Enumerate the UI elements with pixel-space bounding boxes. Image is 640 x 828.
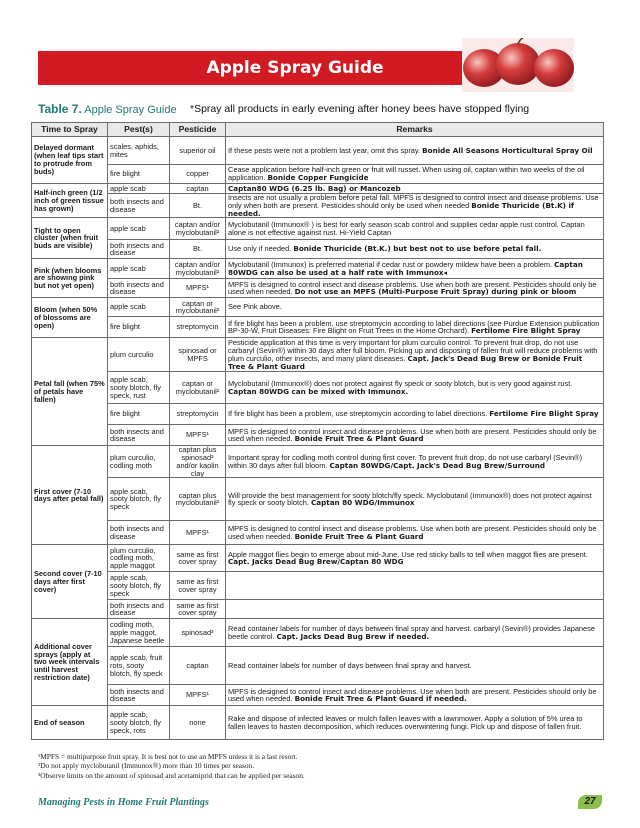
footnote-2: ²Do not apply myclobutanil (Immunox®) more than 10 times per season. <box>38 761 255 771</box>
remark-text: Read container labels for number of days between final spray and harvest. carbaryl (Sevin®) provides Japanese beetle control. <box>228 624 595 641</box>
remarks-cell <box>226 446 604 478</box>
pesticide-cell: captan and/or myclobutanil² <box>170 218 226 240</box>
table-row <box>32 165 604 184</box>
spray-note: *Spray all products in early evening after honey bees have stopped flying <box>190 103 530 115</box>
remarks-cell <box>226 259 604 279</box>
remark-text: Pesticide application at this time is very important for plum curculio control. To prevent fruit drop, do not use carbaryl (Sevin®) within 30 days after full bloom. Picking up and disposing of fallen fruit will reduce problems with plum curculio, other insects, and many plant diseases. <box>228 338 598 363</box>
pesticide-cell: captan and/or myclobutanil² <box>170 259 226 279</box>
remarks-cell <box>226 298 604 317</box>
remark-text: If fire blight has been a problem, use streptomycin according to label directions (see Purdue Extension publication BP-30-W, Fruit Diseases: Fire Blight on Fruit Trees in the Home Orchard). <box>228 318 600 336</box>
remarks-cell <box>226 194 604 218</box>
pesticide-cell: captan plus myclobutanil² <box>170 478 226 521</box>
product-recommendation: Bonide Fruit Tree & Plant Guard <box>294 531 424 541</box>
product-recommendation: Bonide Fruit Tree & Plant Guard if needed. <box>294 694 467 704</box>
remarks-cell <box>226 279 604 298</box>
remark-text: Important spray for codling moth control during first cover. To prevent fruit drop, do not use carbaryl (Sevin®) within 30 days after full bloom. <box>228 453 583 470</box>
table-row <box>32 279 604 298</box>
pesticide-cell: streptomycin <box>170 317 226 338</box>
time-cell: Petal fall (when 75% of petals have fallen) <box>32 338 108 446</box>
table-row <box>32 404 604 425</box>
pest-cell: both insects and disease <box>108 425 170 446</box>
table-row <box>32 240 604 259</box>
pest-cell: plum curculio, codling moth <box>108 446 170 478</box>
pest-cell: both insects and disease <box>108 194 170 218</box>
time-cell: Pink (when blooms are showing pink but not yet open) <box>32 259 108 298</box>
pesticide-cell: streptomycin <box>170 404 226 425</box>
remarks-cell <box>226 685 604 706</box>
remarks-cell <box>226 545 604 572</box>
remarks-cell <box>226 137 604 165</box>
apple-spray-table <box>31 122 604 740</box>
remark-text: Apple maggot flies begin to emerge about mid-June. Use red sticky balls to tell when maggot flies are present. <box>228 549 588 559</box>
remarks-cell <box>226 317 604 338</box>
remarks-cell <box>226 218 604 240</box>
pest-cell: apple scab, fruit rots, sooty blotch, fly speck <box>108 647 170 685</box>
table-row <box>32 619 604 647</box>
remarks-cell <box>226 706 604 740</box>
pest-cell: codling moth, apple maggot, Japanese beetle <box>108 619 170 647</box>
pesticide-cell: none <box>170 706 226 740</box>
table-row <box>32 647 604 685</box>
header-pesticide: Pesticide <box>170 123 226 137</box>
pesticide-cell: MPFS¹ <box>170 685 226 706</box>
footnote-1: ¹MPFS = multipurpose fruit spray. It is best not to use an MPFS unless it is a last resort. <box>38 752 298 761</box>
pesticide-cell: captan plus spinosad³ and/or kaolin clay <box>170 446 226 478</box>
pesticide-cell: spinosad or MPFS <box>170 338 226 372</box>
table-row <box>32 184 604 194</box>
pest-cell: both insects and disease <box>108 240 170 259</box>
pesticide-cell: captan <box>170 184 226 194</box>
remark-text: Cease application before half-inch green or fruit will russet. When using oil, captan within two weeks of the oil application. <box>228 165 585 182</box>
remarks-cell <box>226 572 604 600</box>
time-cell: Delayed dormant (when leaf tips start to protrude from buds) <box>32 137 108 184</box>
pesticide-cell: captan or myclobutanil² <box>170 372 226 404</box>
table-caption-text: Apple Spray Guide <box>81 104 177 116</box>
remarks-cell <box>226 647 604 685</box>
product-recommendation: Capt. Jacks Dead Bug Brew/Captan 80 WDG <box>228 557 404 567</box>
pesticide-cell: Bt. <box>170 240 226 259</box>
pesticide-cell: same as first cover spray <box>170 600 226 619</box>
table-row <box>32 572 604 600</box>
pest-cell: both insects and disease <box>108 685 170 706</box>
remark-text: If fire blight has been a problem, use streptomycin according to label directions. <box>228 409 488 419</box>
footer-title: Managing Pests in Home Fruit Plantings <box>38 797 209 808</box>
table-row <box>32 338 604 372</box>
product-recommendation: Capt. Jacks Dead Bug Brew if needed. <box>276 631 430 641</box>
remark-text: Read container labels for number of days between final spray and harvest. <box>228 660 472 670</box>
pesticide-cell: MPFS¹ <box>170 279 226 298</box>
remarks-cell <box>226 372 604 404</box>
footnote-3: ³Observe limits on the amount of spinosad and acetamiprid that can be applied per season. <box>38 770 305 780</box>
pesticide-cell: same as first cover spray <box>170 545 226 572</box>
remark-text: MPFS is designed to control insect and disease problems. Use when both are present. Pesticides should only be used when needed. <box>228 686 597 704</box>
pest-cell: apple scab, sooty blotch, fly speck, rust <box>108 372 170 404</box>
product-recommendation: Captan 80WDG can be mixed with Immunox. <box>228 386 409 396</box>
table-row <box>32 425 604 446</box>
pest-cell: plum curculio <box>108 338 170 372</box>
pest-cell: both insects and disease <box>108 279 170 298</box>
table-number: Table 7. <box>38 102 82 116</box>
table-row <box>32 600 604 619</box>
pest-cell: apple scab, sooty blotch, fly speck <box>108 572 170 600</box>
remarks-cell <box>226 425 604 446</box>
table-row <box>32 706 604 740</box>
pesticide-cell: MPFS¹ <box>170 425 226 446</box>
remarks-cell <box>226 521 604 545</box>
remarks-cell <box>226 338 604 372</box>
remark-text: Myclobutanil (Immunox® ) is best for early season scab control and supplies cedar apple rust control. Captan alone is not effective against rust. Hi-Yield Captan <box>228 220 585 237</box>
remark-text: Will provide the best management for sooty blotch/fly speck. Myclobutanil (Immunox®) does not protect against fly speck or sooty blotch. <box>228 490 592 508</box>
product-recommendation: Do not use an MPFS (Multi-Purpose Fruit Spray) during pink or bloom <box>294 287 577 297</box>
pesticide-cell: spinosad³ <box>170 619 226 647</box>
remark-text: Use only if needed. <box>228 244 292 254</box>
pesticide-cell: Bt. <box>170 194 226 218</box>
header-remarks: Remarks <box>226 123 604 137</box>
table-row <box>32 137 604 165</box>
remark-text: Rake and dispose of infected leaves or mulch fallen leaves with a lawnmower. Apply a solution of 5% urea to fallen leaves to hasten decomposition, which reduces overwintering fungi. Pick up and dispose of fallen fruit. <box>228 714 583 731</box>
product-recommendation: Bonide Thuricide (Bt.K.) but best not to use before petal fall. <box>293 244 542 254</box>
pesticide-cell: superior oil <box>170 137 226 165</box>
table-row <box>32 545 604 572</box>
pest-cell: fire blight <box>108 165 170 184</box>
table-row <box>32 478 604 521</box>
remark-text: MPFS is designed to control insect and disease problems. Use when both are present. Pesticides should only be used when needed. <box>228 279 597 297</box>
pest-cell: apple scab <box>108 218 170 240</box>
pest-cell: plum curculio, codling moth, apple maggot <box>108 545 170 572</box>
remark-text: MPFS is designed to control insect and disease problems. Use when both are present. Pesticides should only be used when needed. <box>228 426 597 444</box>
time-cell: Half-inch green (1/2 inch of green tissue has grown) <box>32 184 108 218</box>
pest-cell: scales, aphids, mites <box>108 137 170 165</box>
table-row <box>32 372 604 404</box>
time-cell: Second cover (7-10 days after first cover) <box>32 545 108 619</box>
remark-text: Myclobutanil (Immunox) is preferred material if cedar rust or powdery mildew have been a problem. <box>228 260 553 270</box>
page-number: 27 <box>584 796 596 807</box>
time-cell: End of season <box>32 706 108 740</box>
apples-image <box>462 38 574 92</box>
header-pests: Pest(s) <box>108 123 170 137</box>
table-caption <box>38 102 177 116</box>
product-recommendation: Bonide All Seasons Horticultural Spray Oil <box>422 145 593 155</box>
pest-cell: apple scab <box>108 298 170 317</box>
table-row <box>32 685 604 706</box>
table-header-row <box>32 123 604 137</box>
table-row <box>32 218 604 240</box>
pesticide-cell: same as first cover spray <box>170 572 226 600</box>
remarks-cell <box>226 404 604 425</box>
table-row <box>32 194 604 218</box>
pesticide-cell: captan or myclobutanil² <box>170 298 226 317</box>
time-cell: Tight to open cluster (when fruit buds are visible) <box>32 218 108 259</box>
table-row <box>32 446 604 478</box>
remarks-cell <box>226 240 604 259</box>
pest-cell: fire blight <box>108 317 170 338</box>
pest-cell: both insects and disease <box>108 600 170 619</box>
remark-text: If these pests were not a problem last year, omit this spray. <box>228 145 421 155</box>
remark-text: See Pink above. <box>228 302 282 312</box>
table-row <box>32 521 604 545</box>
remarks-cell <box>226 600 604 619</box>
remarks-cell <box>226 478 604 521</box>
pest-cell: apple scab, sooty blotch, fly speck <box>108 478 170 521</box>
product-recommendation: Fertilome Fire Blight Spray <box>489 409 599 419</box>
header-time: Time to Spray <box>32 123 108 137</box>
remark-text: Insects are not usually a problem before petal fall. MPFS is designed to control insect and disease problems. Use only when both are present. Pesticides should only be used when needed <box>228 193 599 210</box>
product-recommendation: Fertilome Fire Blight Spray <box>471 326 581 336</box>
product-recommendation: Captan80 WDG (6.25 lb. Bag) or Mancozeb <box>228 183 401 193</box>
pest-cell: both insects and disease <box>108 521 170 545</box>
remark-text: Myclobutanil (Immunox®) does not protect against fly speck or sooty blotch, but is very good against rust. <box>228 379 573 389</box>
pesticide-cell: captan <box>170 647 226 685</box>
pest-cell: apple scab <box>108 184 170 194</box>
product-recommendation: Bonide Copper Fungicide <box>267 173 369 182</box>
time-cell: First cover (7-10 days after petal fall) <box>32 446 108 545</box>
banner-title: Apple Spray Guide <box>206 58 384 78</box>
remarks-cell <box>226 165 604 184</box>
remarks-cell <box>226 184 604 194</box>
table-body <box>32 137 604 740</box>
product-recommendation: Captan 80 WDG/Immunox <box>310 498 415 508</box>
table-row <box>32 317 604 338</box>
pest-cell: apple scab <box>108 259 170 279</box>
time-cell: Bloom (when 50% of blossoms are open) <box>32 298 108 338</box>
pest-cell: fire blight <box>108 404 170 425</box>
product-recommendation: Captan 80WDG/Capt. Jack's Dead Bug Brew/Surround <box>329 460 546 470</box>
product-recommendation: Bonide Thuricide (Bt.K) if needed. <box>228 200 575 218</box>
product-recommendation: Bonide Fruit Tree & Plant Guard <box>294 434 424 444</box>
footnotes <box>38 752 305 780</box>
pesticide-cell: copper <box>170 165 226 184</box>
pesticide-cell: MPFS¹ <box>170 521 226 545</box>
time-cell: Additional cover sprays (apply at two week intervals until harvest restriction date) <box>32 619 108 706</box>
remark-text: MPFS is designed to control insect and disease problems. Use when both are present. Pesticides should only be used when needed. <box>228 524 597 541</box>
remarks-cell <box>226 619 604 647</box>
table-row <box>32 298 604 317</box>
product-recommendation: Captan 80WDG can also be used at a half rate with Immunox◂ <box>228 260 583 277</box>
product-recommendation: Capt. Jack's Dead Bug Brew or Bonide Fruit Tree & Plant Guard <box>228 353 583 371</box>
table-row <box>32 259 604 279</box>
pest-cell: apple scab, sooty blotch, fly speck, rots <box>108 706 170 740</box>
